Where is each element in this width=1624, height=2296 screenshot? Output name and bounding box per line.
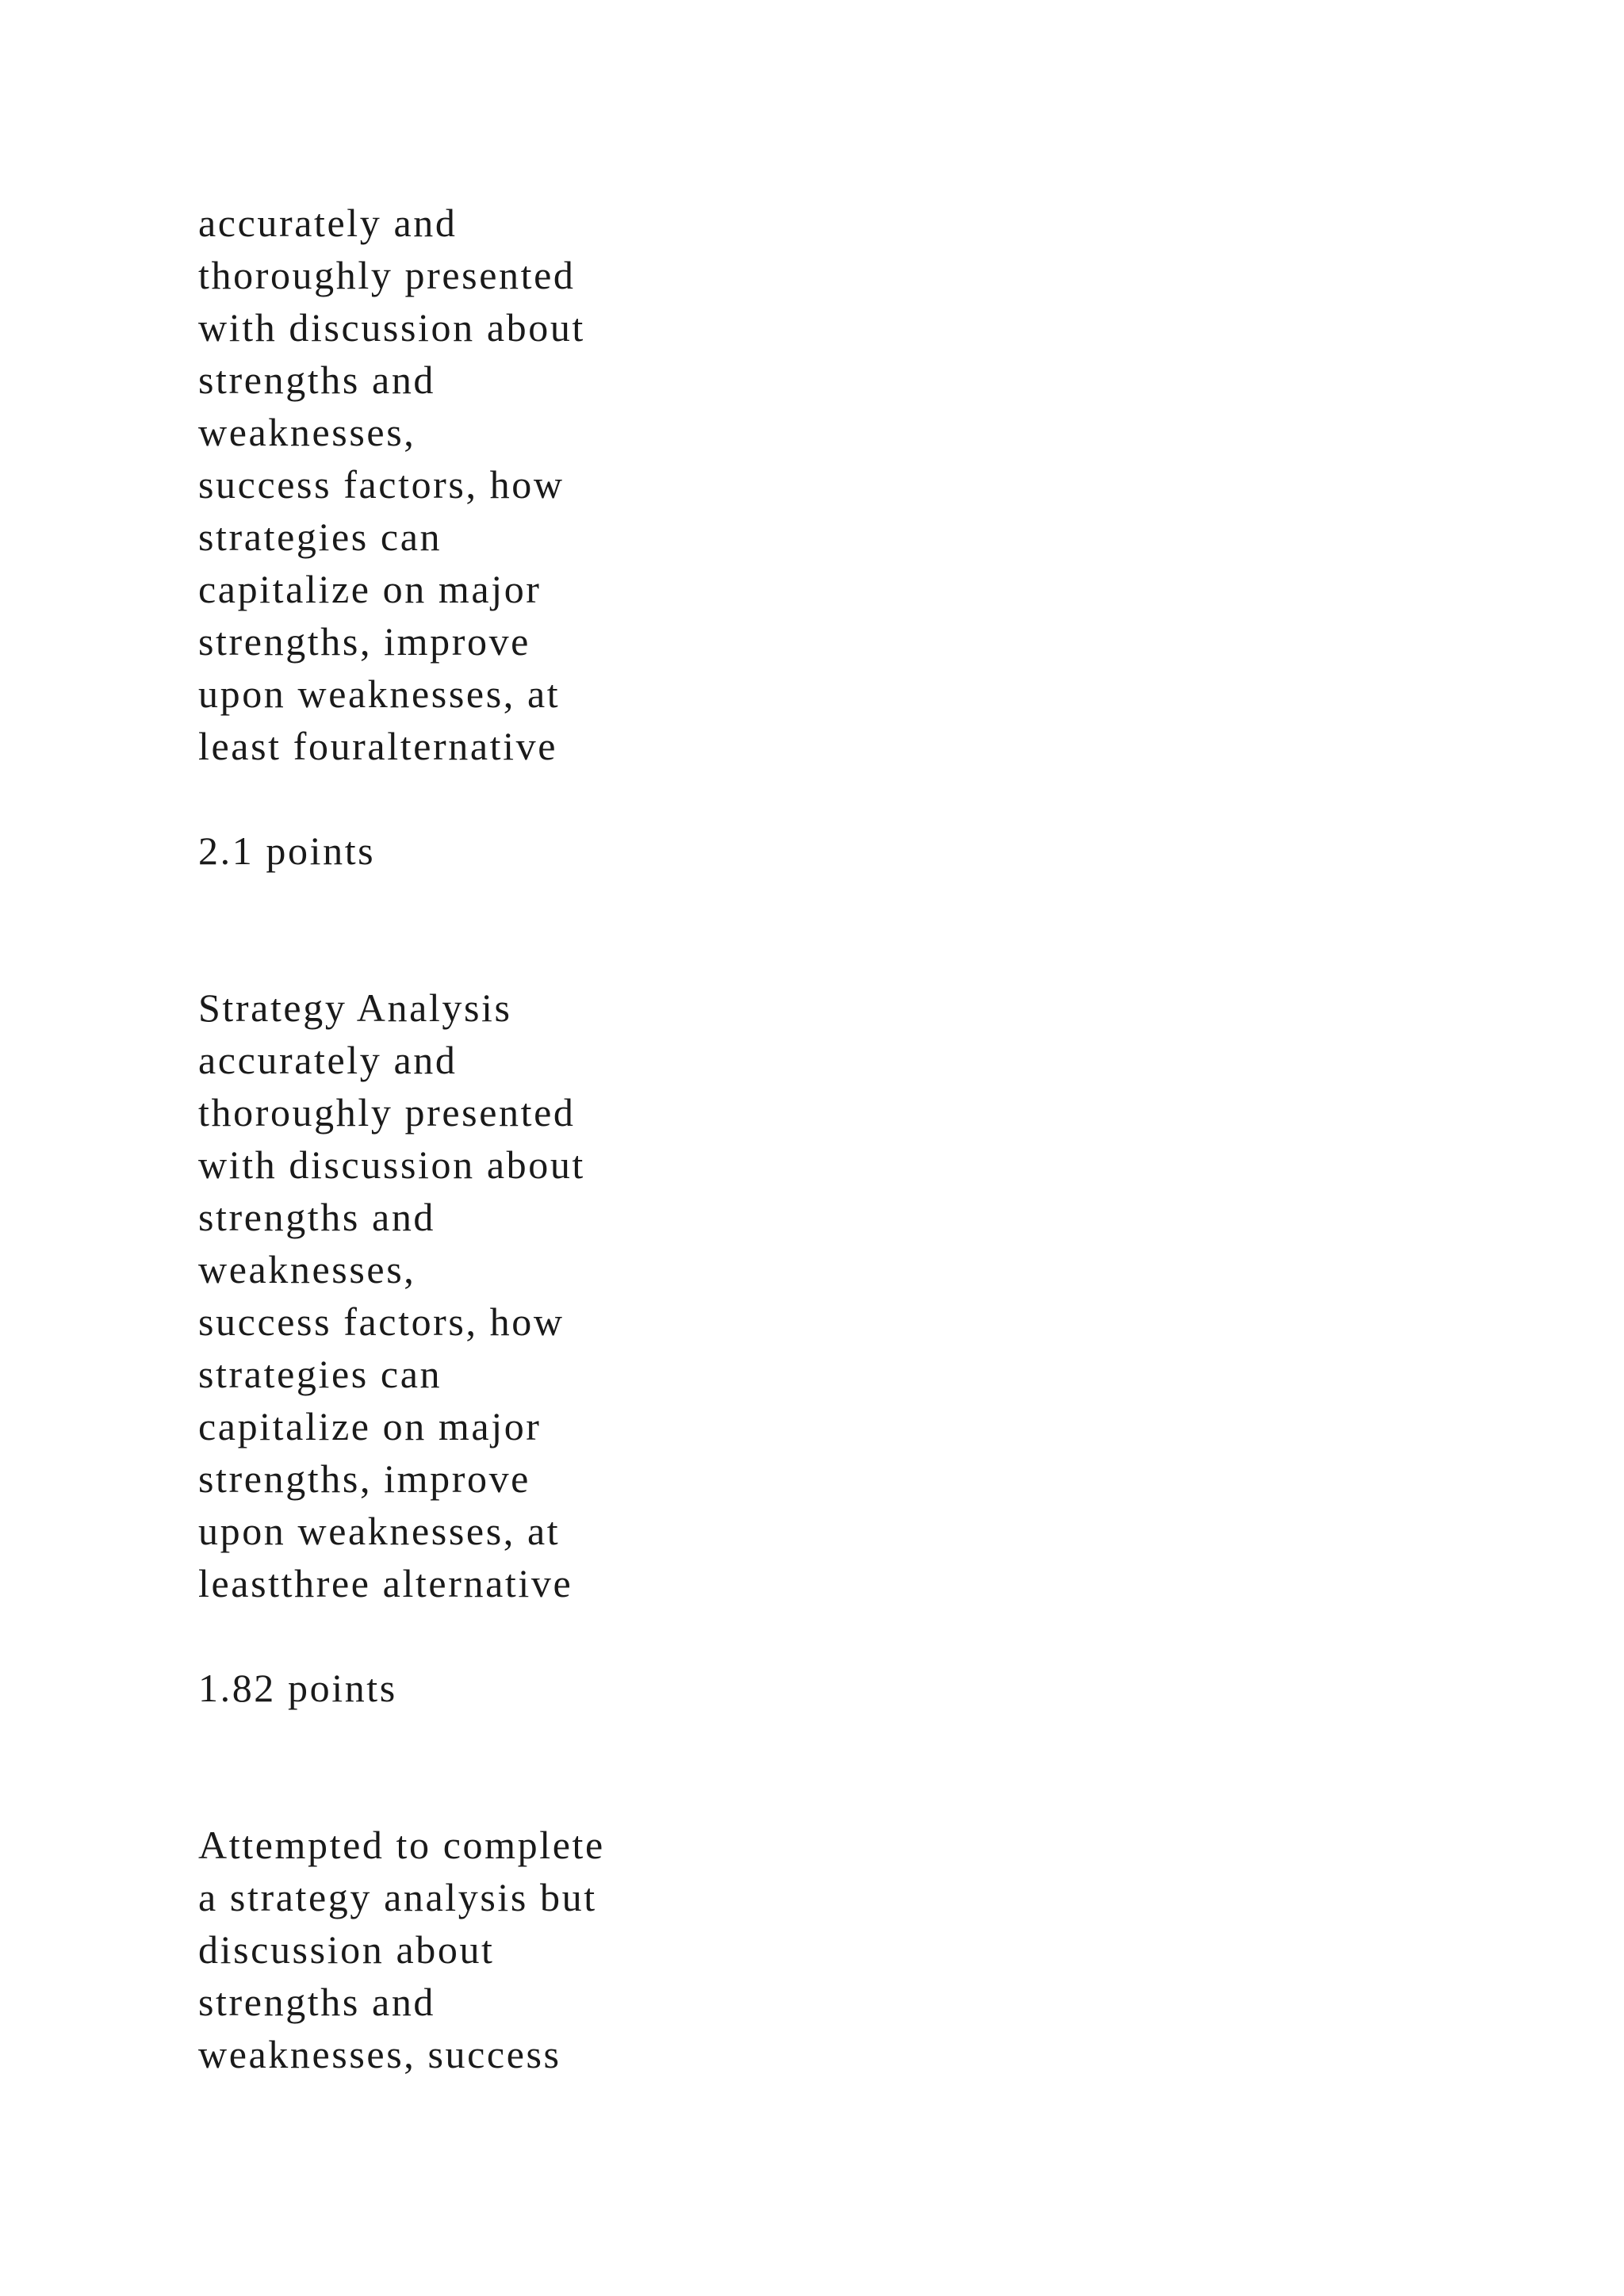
text-line: least fouralternative xyxy=(198,724,558,768)
points-value: 1.82 points xyxy=(198,1666,397,1710)
text-line: leastthree alternative xyxy=(198,1561,573,1605)
text-line: weaknesses, success xyxy=(198,2032,561,2076)
text-line: with discussion about xyxy=(198,1142,585,1187)
text-line: accurately and xyxy=(198,1038,458,1082)
text-line: a strategy analysis but xyxy=(198,1875,597,1919)
text-line: strengths and xyxy=(198,1195,436,1239)
text-line: with discussion about xyxy=(198,305,585,350)
text-line: accurately and xyxy=(198,201,458,245)
text-line: strengths and xyxy=(198,1980,436,2024)
text-line: Attempted to complete xyxy=(198,1823,605,1867)
text-line: thoroughly presented xyxy=(198,253,576,297)
text-line: strengths, improve xyxy=(198,1456,530,1501)
text-line: strengths, improve xyxy=(198,619,530,664)
text-line: Strategy Analysis xyxy=(198,985,512,1030)
text-line: weaknesses, xyxy=(198,410,416,454)
text-line: upon weaknesses, at xyxy=(198,1509,561,1553)
text-line: discussion about xyxy=(198,1927,495,1972)
points-value: 2.1 points xyxy=(198,828,376,873)
text-line: success factors, how xyxy=(198,462,565,507)
text-line: strengths and xyxy=(198,358,436,402)
text-line: thoroughly presented xyxy=(198,1090,576,1135)
text-line: success factors, how xyxy=(198,1299,565,1344)
text-line: upon weaknesses, at xyxy=(198,672,561,716)
text-line: capitalize on major xyxy=(198,567,542,611)
text-line: weaknesses, xyxy=(198,1247,416,1292)
text-line: capitalize on major xyxy=(198,1404,542,1448)
text-line: strategies can xyxy=(198,1352,442,1396)
text-line: strategies can xyxy=(198,515,442,559)
